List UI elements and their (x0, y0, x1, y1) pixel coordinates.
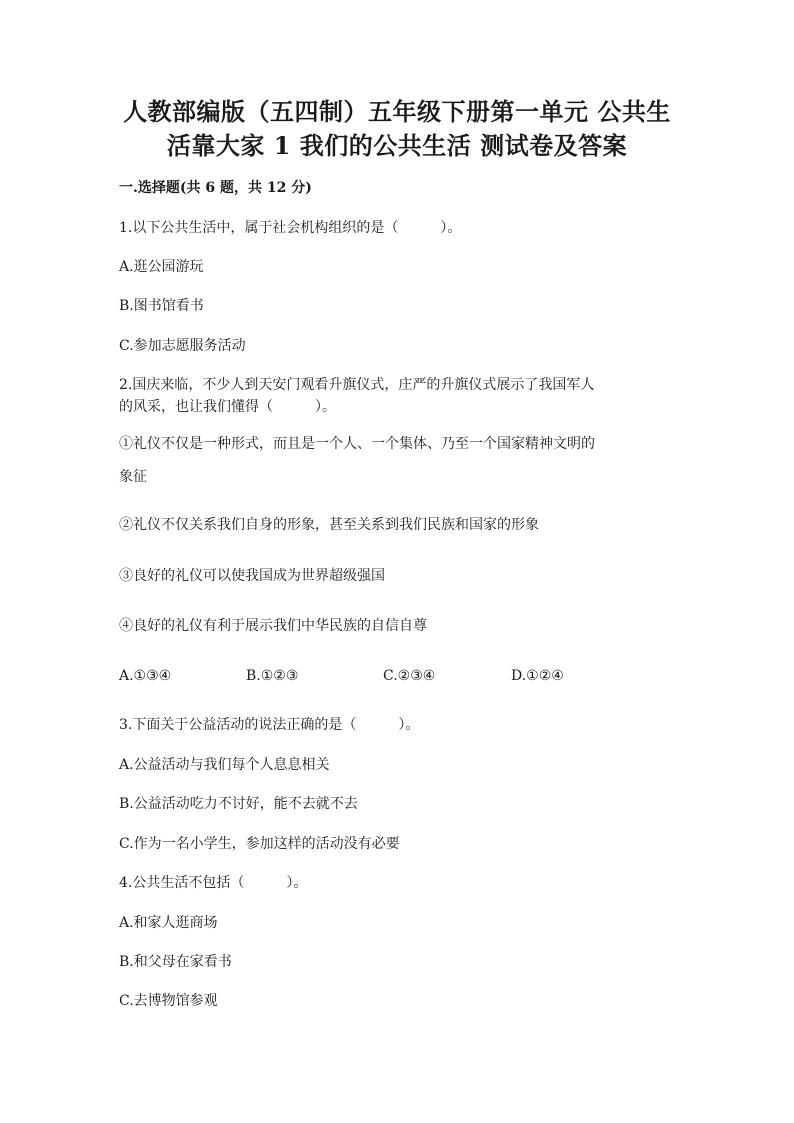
question-4-option-a: A.和家人逛商场 (119, 915, 218, 931)
question-2-statement-1-line-2: 象征 (119, 469, 147, 485)
document-title-line-1: 人教部编版（五四制）五年级下册第一单元 公共生 (123, 97, 671, 126)
section-header: 一.选择题(共 6 题，共 12 分) (119, 180, 312, 196)
question-1-option-a: A.逛公园游玩 (119, 259, 204, 275)
question-2-statement-3: ③良好的礼仪可以使我国成为世界超级强国 (119, 568, 385, 584)
question-3-option-c: C.作为一名小学生，参加这样的活动没有必要 (119, 836, 400, 852)
question-1-option-c: C.参加志愿服务活动 (119, 338, 246, 354)
question-3-option-a: A.公益活动与我们每个人息息相关 (119, 757, 330, 773)
question-2-statement-2: ②礼仪不仅关系我们自身的形象，甚至关系到我们民族和国家的形象 (119, 517, 539, 533)
question-2-statement-4: ④良好的礼仪有利于展示我们中华民族的自信自尊 (119, 618, 427, 634)
question-2-option-d: D.①②④ (511, 668, 564, 684)
question-2-option-a: A.①③④ (119, 668, 172, 684)
question-2-stem-line-2: 的风采，也让我们懂得（ ）。 (119, 399, 336, 415)
question-4-option-b: B.和父母在家看书 (119, 954, 232, 970)
question-3-option-b: B.公益活动吃力不讨好，能不去就不去 (119, 796, 358, 812)
question-4-option-c: C.去博物馆参观 (119, 993, 218, 1009)
question-4-stem: 4.公共生活不包括（ ）。 (119, 875, 308, 891)
question-3-stem: 3.下面关于公益活动的说法正确的是（ ）。 (119, 717, 420, 733)
question-2-option-b: B.①②③ (246, 668, 299, 684)
question-2-option-c: C.②③④ (383, 668, 436, 684)
document-title-line-2: 活靠大家 1 我们的公共生活 测试卷及答案 (166, 131, 628, 160)
question-2-stem-line-1: 2.国庆来临，不少人到天安门观看升旗仪式，庄严的升旗仪式展示了我国军人 (119, 377, 595, 393)
question-2-statement-1-line-1: ①礼仪不仅是一种形式，而且是一个人、一个集体、乃至一个国家精神文明的 (119, 436, 595, 452)
question-1-option-b: B.图书馆看书 (119, 298, 204, 314)
question-1-stem: 1.以下公共生活中，属于社会机构组织的是（ ）。 (119, 220, 462, 236)
